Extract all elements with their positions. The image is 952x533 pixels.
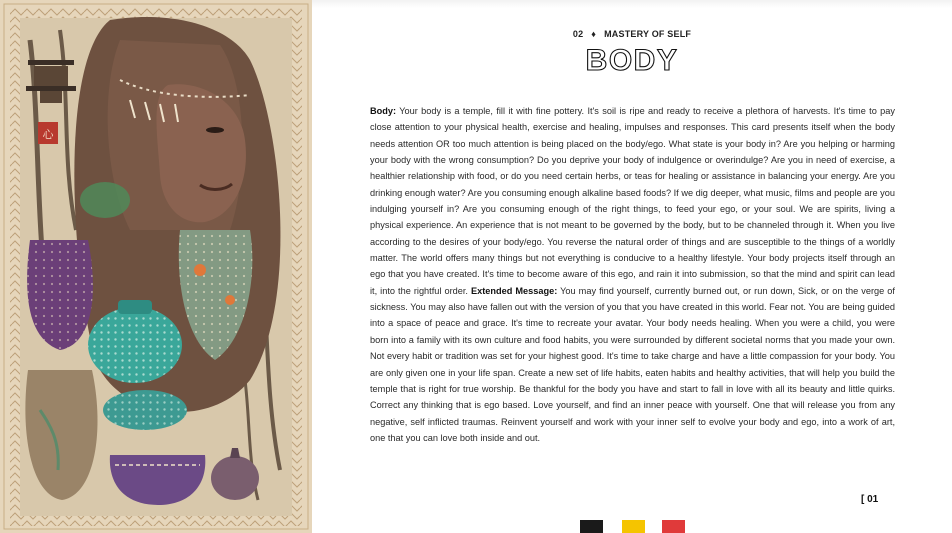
swatch-black <box>580 520 603 533</box>
swatch-yellow <box>622 520 645 533</box>
extended-label: Extended Message: <box>471 285 558 296</box>
artwork-illustration <box>0 0 312 533</box>
intro-label: Body: <box>370 106 397 116</box>
card-description <box>370 103 895 446</box>
card-text-page <box>312 0 952 533</box>
extended-text: You may find yourself, currently burned out, or run down, Sick, or on the verge of sickness. You may also have fallen out with the version of you that you have created in this world. Fear not. You are being guided into a space of peace and grace. It's time to recreate your avatar. Your body needs healing. When you were a child, you were born into a family with its own culture and food habits, you were surrounded by different societal norms that you made your own. Not every habit or tradition was set for your highest good. It's time to take charge and have a little compassion for your body. You are only given one in your life span. Create a new set of life habits, eaten habits and healthy activities, that will help you build the temple that is right for true worship. Be thankful for the body you have and start to fall in love with all its beauty and little quirks. Correct any thinking that is ego based. Love yourself, and find an inner peace with yourself. One that will release you from any negative, self inflicted traumas. Reinvent yourself and work with your inner self to evolve your body and ego, into a work of art, one that you can love both inside and out. <box>370 285 895 443</box>
intro-text: Your body is a temple, fill it with fine pottery. It's soil is ripe and ready to receive a plethora of harvests. It's time to pay close attention to your physical health, exercise and healing, impulses and responses. This card presents itself when the body needs attention OR too much attention is being placed on the body/ego. What state is your body in? Are you helping or harming your body with the wrong consumption? Do you deprive your body of indulgence or overindulge? Are you in need of exercise, a healthier relationship with food, or do you need certain herbs, or teas for healing or assistance in balancing your energy. Are you drinking enough water? Are you consuming enough alkaline based foods? If we dig deeper, what music, films and people are you indulging yourself in? Are you consuming enough of the right things, to feed your ego, or your soul. We are spirits, living a physical experience. An experience that is not meant to be governed by the body, but to be channeled through it. When you live according to the desires of your body/ego. You reverse the natural order of things and are susceptible to the things of a worldly matter. The world offers many things but not everything is conducive to a healthy lifestyle. Your body projects itself through an ego that you have created. It's time to become aware of this ego, and rain it into submission, so that the mind and spirit can lead it, into the rightful order. <box>370 106 895 296</box>
page-number: [ 01 <box>861 494 879 505</box>
card-number: 02 <box>572 29 584 39</box>
section-header <box>312 29 952 39</box>
card-title: BODY <box>585 44 679 77</box>
section-name: MASTERY OF SELF <box>604 29 692 39</box>
diamond-icon: ♦ <box>591 29 597 39</box>
page-top-shadow <box>312 0 952 8</box>
artwork-stamp: 心 <box>42 128 54 141</box>
card-artwork <box>0 0 312 533</box>
swatch-red <box>662 520 685 533</box>
